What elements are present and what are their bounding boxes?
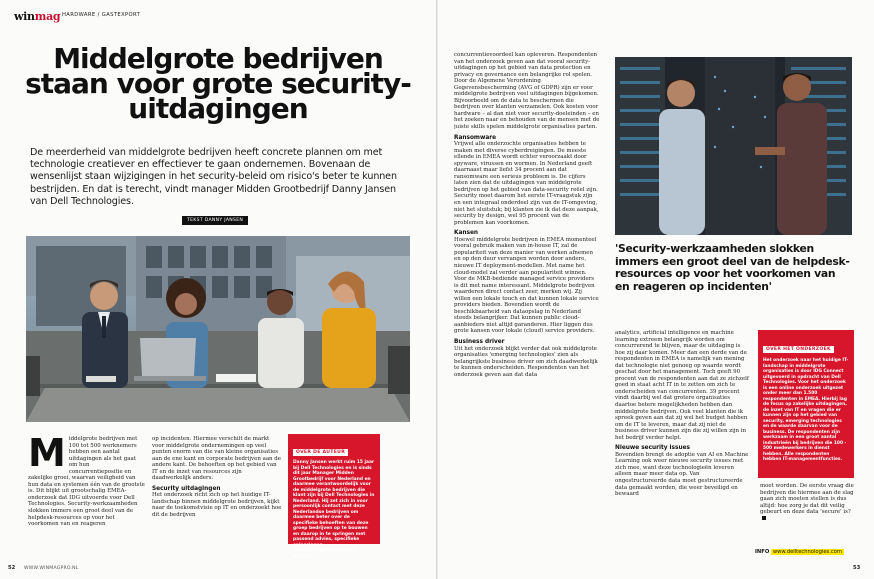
brand-logo (14, 10, 60, 23)
subheading: Nieuwe security issues (615, 445, 690, 452)
body-text: Bovendien brengt de adoptie van AI en Machine Learning ook weer nieuwe security issues met zich mee, want deze technologieën leveren alleen maar meer data op. Van ongestructureerde data moet gestructureerde data gemaakt worden, die weer beveiligd en bewaard (615, 451, 749, 498)
subheading: Security uitdagingen (152, 485, 221, 492)
body-text: Vrijwel alle onderzochte organisaties hebben te maken met diverse cyberdreigingen. De meeste ellende in EMEA wordt echter veroorzaakt door spyware, virussen en wormen. In Nederland geeft daarnaast maar liefst 34 procent aan dat ransomware een serieus probleem is. De cijfers laten zien dat de uitdagingen van middelgrote bedrijven op het gebied van data-security reëel zijn. Security moet daarom het eerste IT-vraagstuk zijn en een integraal onderdeel zijn van de IT-omgeving, niet het sluitstuk; bij klanten zie ik dat deze aanpak, security by design, wel 95 procent van de problemen kan voorkomen. (454, 141, 599, 226)
datacenter-photo (615, 57, 852, 235)
footer-url: WWW.WINMAGPRO.NL (24, 566, 79, 571)
about-author-tag: OVER DE AUTEUR (293, 449, 348, 456)
body-column-4 (615, 330, 751, 560)
info-link[interactable]: www.delltechnologies.com (772, 549, 842, 555)
body-text: Hoewel middelgrote bedrijven in EMEA momenteel vooral gebruik maken van in-house IT, zal de populariteit van deze manier van werken afnemen en op den duur vervangen worden door andere, nieuwe IT deployment-modellen. Met name het cloud-model zal verder aan populariteit winnen. Voor de MKB-bediende managed service providers is dit met name interessant. Middelgrote bedrijven waarderen direct contact zeer, merken wij. Zij willen een lokale touch en dat kunnen lokale service providers bieden. Bovendien wordt de beschikbaarheid van dataopslag in Nederland steeds belangrijker. Dat kunnen public cloud-aanbieders niet altijd garanderen. Hier liggen dus grote kansen voor lokale (cloud) service providers. (454, 236, 599, 335)
research-box (758, 330, 854, 478)
body-text-end: moet worden. De eerste vraag die bedrijven die hiermee aan de slag gaan zich moeten stellen is dus altijd: hoe zorg je dat dit veilig gebeurt en deze data 'secure' is? (760, 483, 854, 516)
article-lead: De meerderheid van middelgrote bedrijven heeft concrete plannen om met technologie creatiever en effectiever te gaan ondernemen. Bovenaan de wensenlijst staan wijzigingen in het security-beleid om risico's beter te kunnen bestrijden. En dat is terecht, vindt manager Midden Grootbedrijf Danny Jansen van Dell Technologies. (30, 147, 397, 207)
info-label: INFO (755, 549, 770, 555)
about-author-box (288, 434, 380, 559)
subheading: Ransomware (454, 134, 497, 141)
article-title: Middelgrote bedrijven staan voor grote security-uitdagingen (25, 42, 411, 125)
info-line (755, 549, 844, 555)
body-column-1 (28, 431, 145, 528)
body-text: iddelgrote bedrijven met 100 tot 500 werknemers hebben een aantal uitdagingen als het gaat om hun concurrentiepositie en zakelijke groei, waarvan veiligheid van hun data en systemen één van de grootste is. Dit blijkt uit grootschalig EMEA-onderzoek dat IDG uitvoerde voor Dell Technologies. Security-werkzaamheden slokken immers een groot deel van de helpdesk-resources op voor het voorkomen van en reageren (28, 436, 145, 528)
meeting-photo (26, 236, 410, 422)
section-label: HARDWARE / GASTEXPORT (62, 12, 141, 18)
meeting-photo-illustration (26, 236, 410, 422)
research-tag: OVER HET ONDERZOEK (763, 346, 834, 353)
end-mark-icon (762, 516, 766, 520)
body-column-3 (454, 52, 600, 560)
page-number-left: 52 (8, 565, 16, 571)
datacenter-photo-illustration (615, 57, 852, 235)
pull-quote: 'Security-werkzaamheden slokken immers een groot deel van de helpdesk-resources op voor het voorkomen van en reageren op incidenten' (615, 242, 850, 293)
body-text: op incidenten. Hiermee verschilt de markt voor middelgrote ondernemingen op veel punten enorm van die van kleine organisaties aan de ene kant en corporate bedrijven aan de andere kant. De behoeften op het gebied van IT en de inzet van resources zijn daadwerkelijk anders. (152, 436, 281, 482)
page-number-right: 53 (853, 565, 861, 571)
author-credit: TEKST DANNY JANSEN (182, 216, 248, 225)
body-column-2 (152, 436, 282, 519)
body-text: concurrentievoordeel kan opleveren. Respondenten van het onderzoek geven aan dat vooral security-uitdagingen op het gebied van data protection en privacy en governance een belangrijke rol spelen. Door de Algemene Verordening Gegevensbescherming (AVG of GDPR) zijn er voor middelgrote bedrijven veel uitdagingen bijgekomen. Bijvoorbeeld om de data te beschermen die bedrijven over klanten verzamelen. Ook kosten voor hardware – al dan niet voor security-doeleinden – en het zoeken naar en behouden van de mensen met de juiste skills spelen middelgrote organisaties parten. (454, 52, 600, 131)
body-text: Het onderzoek richt zich op het huidige IT-landschap binnen middelgrote bedrijven, kijkt naar de toekomstvisie op IT en onderzoekt hoe dit de bedrijven (152, 492, 282, 519)
drop-cap: M (28, 431, 66, 475)
body-text (760, 483, 856, 522)
brand-logo-part: win (14, 10, 35, 23)
body-text: analytics, artificial intelligence en machine learning extreem belangrijk worden om concurrerend te blijven, maar de uitdaging is hoe zij daar komen. Meer dan een derde van de respondenten in EMEA is namelijk van mening dat technologie niet genoeg op waarde wordt geschat door het management. Toch geeft 90 procent van de respondenten aan dat ze zichzelf goed in staat acht IT in te zetten om zich te onderscheiden van concurrenten. 39 procent vindt daarbij wel dat grotere organisaties daartoe betere mogelijkheden hebben dan middelgrote bedrijven. Ook veel klanten die ik spreek geven aan dat zij wel het budget hebben om de IT te leveren, maar dat zij niet de business driver kunnen zijn die zij willen zijn in het bedrijf verder helpt. (615, 330, 749, 441)
research-text: Het onderzoek naar het huidige IT-landschap in middelgrote organisaties is door IDG Connect uitgevoerd in opdracht van Dell Technologies. Voor het onderzoek is een online onderzoek uitgezet onder meer dan 1.500 respondenten in EMEA. Hierbij lag de focus op zakelijke uitdagingen, de inzet van IT en vragen die er kunnen zijn op het gebied van security, emerging technologies en de waarde daarvan voor de business. De respondenten zijn werkzaam in een groot aantal industrieën bij bedrijven die 100 - 500 medewerkers in dienst hebben. Alle respondenten hebben IT-managementfuncties. (763, 358, 849, 462)
brand-logo-part-accent: mag (34, 10, 61, 23)
body-column-5 (760, 483, 856, 522)
body-text: Uit het onderzoek blijkt verder dat ook middelgrote organisaties 'emerging technologies' zien als belangrijkste business driver om zich daadwerkelijk te kunnen onderscheiden. Respondenten van het onderzoek geven aan dat data (454, 345, 598, 378)
subheading: Business driver (454, 338, 505, 345)
subheading: Kansen (454, 230, 479, 237)
about-author-text: Danny Jansen werkt ruim 15 jaar bij Dell Technologies en is sinds dit jaar Manager Midden Grootbedrijf voor Nederland en daarmee verantwoordelijk voor de middelgrote bedrijven die klant zijn bij Dell Technologies in Nederland. Hij zet zich in voor persoonlijk contact met deze Nederlandse bedrijven om daarmee beter over de specifieke behoeften van deze groep bedrijven op te bouwen en daarop in te springen met passend advies, specifieke oplossingen, financieringsmodellen en service. (293, 460, 375, 559)
